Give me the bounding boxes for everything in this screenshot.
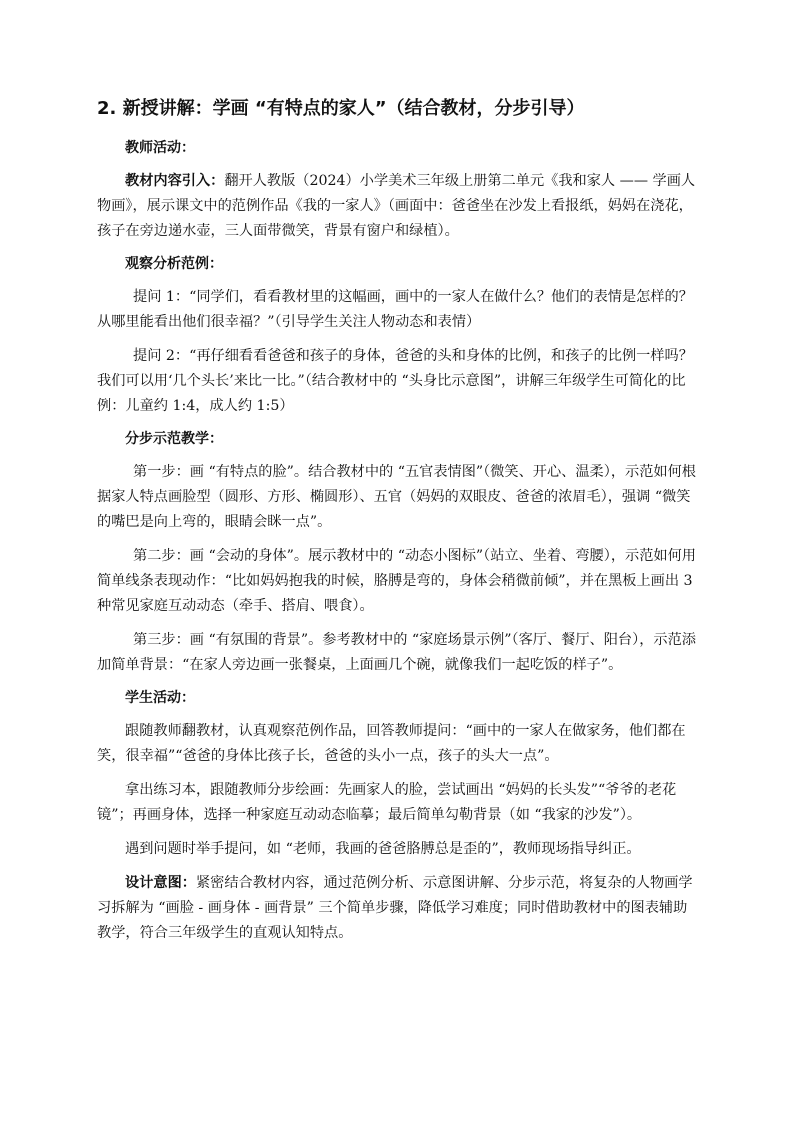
lesson-content: [97, 96, 697, 946]
teacher-activity-label: 教师活动：: [125, 140, 195, 156]
steps-label: 分步示范教学：: [125, 431, 223, 447]
step-1: 第一步：画 “有特点的脸”。结合教材中的 “五官表情图”（微笑、开心、温柔），示范如何根据家人特点画脸型（圆形、方形、椭圆形）、五官（妈妈的双眼皮、爸爸的浓眉毛），强调 “微笑的嘴巴是向上弯的，眼睛会眯一点”。: [97, 464, 696, 530]
teacher-intro-paragraph: [97, 169, 697, 244]
step-2: 第二步：画 “会动的身体”。展示教材中的 “动态小图标”（站立、坐着、弯腰），示范如何用简单线条表现动作：“比如妈妈抱我的时候，胳膊是弯的，身体会稍微前倾”，并在黑板上画出 3 种常见家庭互动动态（牵手、搭肩、喂食）。: [97, 548, 696, 614]
design-intent-lead: 设计意图：: [125, 875, 196, 891]
step-3: 第三步：画 “有氛围的背景”。参考教材中的 “家庭场景示例”（客厅、餐厅、阳台），示范添加简单背景：“在家人旁边画一张餐桌，上面画几个碗，就像我们一起吃饭的样子”。: [97, 632, 696, 673]
question-1: 提问 1：“同学们，看看教材里的这幅画，画中的一家人在做什么？他们的表情是怎样的？从哪里能看出他们很幸福？”（引导学生关注人物动态和表情）: [97, 289, 693, 330]
student-paragraph-1: 跟随教师翻教材，认真观察范例作品，回答教师提问：“画中的一家人在做家务，他们都在笑，很幸福”“爸爸的身体比孩子长，爸爸的头小一点，孩子的头大一点”。: [97, 723, 686, 764]
student-activity-label: 学生活动：: [125, 690, 195, 706]
design-intent-paragraph: [97, 871, 697, 946]
observe-label: 观察分析范例：: [125, 256, 223, 272]
student-paragraph-2: 拿出练习本，跟随教师分步绘画：先画家人的脸，尝试画出 “妈妈的长头发”“爷爷的老花镜”；再画身体，选择一种家庭互动动态临摹；最后简单勾勒背景（如 “我家的沙发”）。: [97, 782, 677, 823]
teacher-intro-text: 翻开人教版（2024）小学美术三年级上册第二单元《我和家人 —— 学画人物画》，展示课文中的范例作品《我的一家人》（画面中：爸爸坐在沙发上看报纸，妈妈在浇花，孩子在旁边递水壶，三人面带微笑，背景有窗户和绿植）。: [97, 173, 696, 239]
section-title: 2. 新授讲解：学画 “有特点的家人”（结合教材，分步引导）: [97, 98, 585, 119]
student-paragraph-3: 遇到问题时举手提问，如 “老师，我画的爸爸胳膊总是歪的”，教师现场指导纠正。: [125, 841, 641, 857]
teacher-intro-lead: 教材内容引入：: [125, 173, 225, 189]
design-intent-text: 紧密结合教材内容，通过范例分析、示意图讲解、分步示范，将复杂的人物画学习拆解为 “画脸 - 画身体 - 画背景” 三个简单步骤，降低学习难度；同时借助教材中的图表辅助教学，符合三年级学生的直观认知特点。: [97, 875, 693, 941]
question-2: 提问 2：“再仔细看看爸爸和孩子的身体，爸爸的头和身体的比例，和孩子的比例一样吗？我们可以用‘几个头长’来比一比。”（结合教材中的 “头身比示意图”，讲解三年级学生可简化的比例：儿童约 1:4，成人约 1:5）: [97, 348, 693, 414]
